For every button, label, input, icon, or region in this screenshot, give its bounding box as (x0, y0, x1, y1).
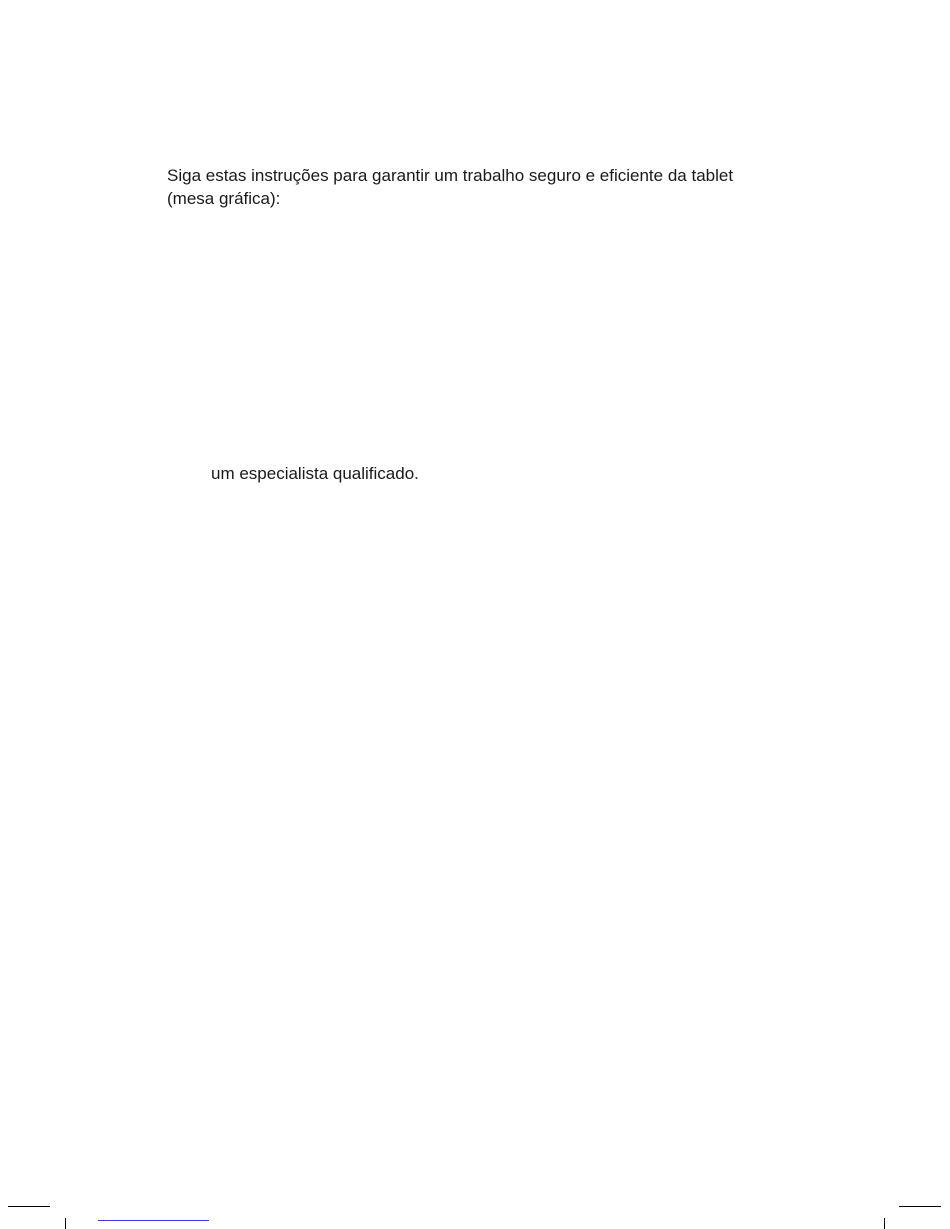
continuation-text: um especialista qualificado. (211, 464, 419, 483)
intro-line-2: (mesa gráfica): (167, 189, 281, 208)
crop-mark-left-horizontal (8, 1206, 50, 1207)
crop-mark-right-vertical (884, 1218, 885, 1229)
blue-rule (98, 1220, 209, 1221)
crop-mark-right-horizontal (899, 1206, 941, 1207)
crop-mark-left-vertical (65, 1218, 66, 1229)
intro-paragraph (167, 164, 807, 210)
intro-line-1: Siga estas instruções para garantir um trabalho seguro e eficiente da tablet (167, 166, 734, 185)
